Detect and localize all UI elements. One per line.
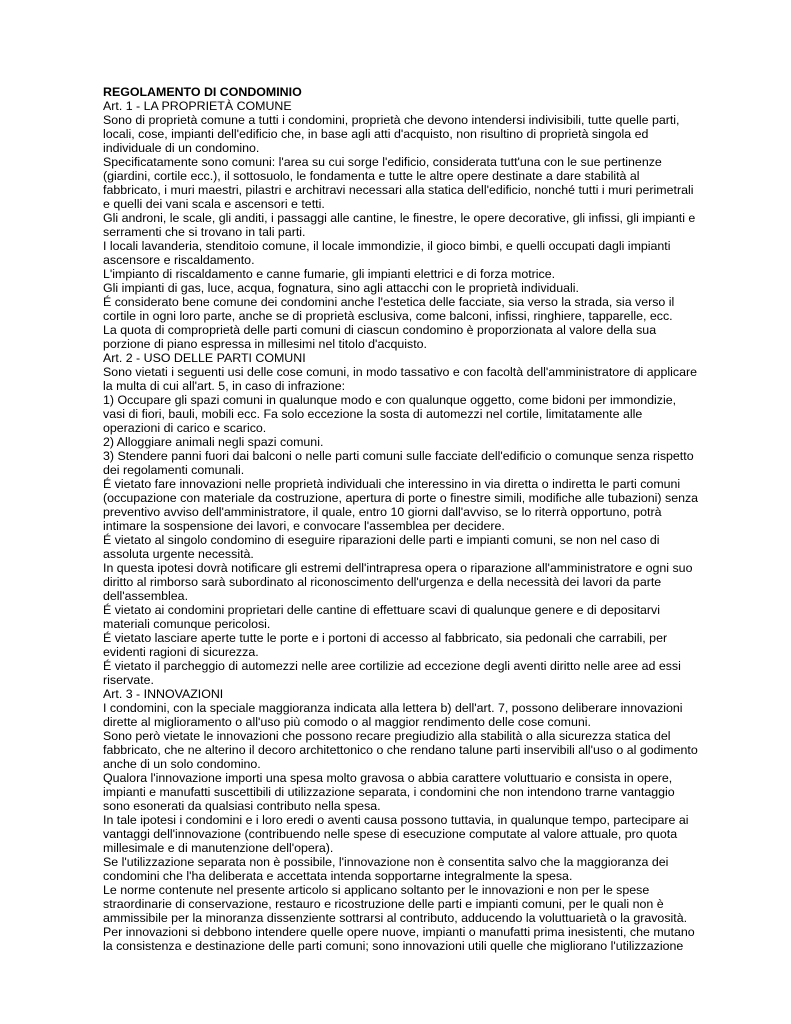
text-line: dirette al miglioramento o all'uso più comodo o al maggior rendimento delle cose comuni. bbox=[103, 715, 591, 729]
text-line: Specificatamente sono comuni: l'area su cui sorge l'edificio, considerata tutt'una con le sue pertinenze bbox=[103, 155, 662, 169]
text-line: La quota di comproprietà delle parti comuni di ciascun condomino è proporzionata al valore della sua bbox=[103, 323, 657, 337]
text-line: 2) Alloggiare animali negli spazi comuni. bbox=[103, 435, 324, 449]
text-line: sono esonerati da qualsiasi contributo nella spesa. bbox=[103, 799, 381, 813]
text-line: vantaggi dell'innovazione (contribuendo nelle spese di esecuzione computate al valore attuale, pro quota bbox=[103, 827, 678, 841]
text-line: preventivo avviso dell'amministratore, il quale, entro 10 giorni dall'avviso, se lo riterrà opportuno, potrà bbox=[103, 505, 662, 519]
text-line: anche di un solo condomino. bbox=[103, 757, 261, 771]
text-line: (giardini, cortile ecc.), il sottosuolo, le fondamenta e tutte le altre opere destinate a dare stabilità al bbox=[103, 169, 640, 183]
text-line: impianti e manufatti suscettibili di utilizzazione separata, i condomini che non intendono trarne vantaggio bbox=[103, 785, 675, 799]
text-line: É vietato ai condomini proprietari delle cantine di effettuare scavi di qualunque genere e di depositarvi bbox=[103, 603, 661, 617]
text-line: É vietato lasciare aperte tutte le porte e i portoni di accesso al fabbricato, sia pedonali che carrabili, per bbox=[103, 631, 668, 645]
text-line: Art. 1 - LA PROPRIETÀ COMUNE bbox=[103, 99, 292, 113]
text-line: assoluta urgente necessità. bbox=[103, 547, 254, 561]
text-line: ascensore e riscaldamento. bbox=[103, 253, 255, 267]
text-line: Art. 2 - USO DELLE PARTI COMUNI bbox=[103, 351, 306, 365]
text-line: É vietato il parcheggio di automezzi nelle aree cortilizie ad eccezione degli aventi diritto nelle aree ad essi bbox=[103, 659, 681, 673]
text-line: Sono però vietate le innovazioni che possono recare pregiudizio alla stabilità o alla sicurezza statica del bbox=[103, 729, 671, 743]
text-line: cortile in ogni loro parte, anche se di proprietà esclusiva, come balconi, infissi, ringhiere, tapparelle, ecc. bbox=[103, 309, 673, 323]
text-line: straordinarie di conservazione, restauro e ricostruzione delle parti e impianti comuni, per le quali non è bbox=[103, 897, 664, 911]
text-line: L'impianto di riscaldamento e canne fumarie, gli impianti elettrici e di forza motrice. bbox=[103, 267, 556, 281]
text-line: la consistenza e destinazione delle parti comuni; sono innovazioni utili quelle che migliorano l'utilizzazione bbox=[103, 939, 684, 953]
text-line: 1) Occupare gli spazi comuni in qualunque modo e con qualunque oggetto, come bidoni per immondizie, bbox=[103, 393, 677, 407]
text-line: diritto al rimborso sarà subordinato al riconoscimento dell'urgenza e della necessità dei lavori da parte bbox=[103, 575, 662, 589]
text-line: riservate. bbox=[103, 673, 154, 687]
text-line: dei regolamenti comunali. bbox=[103, 463, 245, 477]
text-line: É vietato al singolo condomino di eseguire riparazioni delle parti e impianti comuni, se non nel caso di bbox=[103, 533, 660, 547]
text-line: individuale di un condomino. bbox=[103, 141, 260, 155]
text-line: Se l'utilizzazione separata non è possibile, l'innovazione non è consentita salvo che la maggioranza dei bbox=[103, 855, 669, 869]
document-page bbox=[103, 85, 699, 953]
text-line: I locali lavanderia, stenditoio comune, il locale immondizie, il gioco bimbi, e quelli occupati dagli impianti bbox=[103, 239, 671, 253]
text-line: locali, cose, impianti dell'edificio che, in base agli atti d'acquisto, non risultino di proprietà singola ed bbox=[103, 127, 649, 141]
document-title: REGOLAMENTO DI CONDOMINIO bbox=[103, 85, 302, 99]
text-line: materiali comunque pericolosi. bbox=[103, 617, 271, 631]
text-line: la multa di cui all'art. 5, in caso di infrazione: bbox=[103, 379, 346, 393]
text-line: serramenti che si trovano in tali parti. bbox=[103, 225, 306, 239]
text-line: dell'assemblea. bbox=[103, 589, 189, 603]
text-line: vasi di fiori, bauli, mobili ecc. Fa solo eccezione la sosta di automezzi nel cortile, limitatamente alle bbox=[103, 407, 643, 421]
text-line: Qualora l'innovazione importi una spesa molto gravosa o abbia carattere voluttuario e consista in opere, bbox=[103, 771, 673, 785]
text-line: evidenti ragioni di sicurezza. bbox=[103, 645, 259, 659]
text-line: operazioni di carico e scarico. bbox=[103, 421, 267, 435]
text-line: In tale ipotesi i condomini e i loro eredi o aventi causa possono tuttavia, in qualunque tempo, partecipare ai bbox=[103, 813, 689, 827]
text-line: intimare la sospensione dei lavori, e convocare l'assemblea per decidere. bbox=[103, 519, 505, 533]
text-line: Gli androni, le scale, gli anditi, i passaggi alle cantine, le finestre, le opere decorative, gli infissi, gli impianti e bbox=[103, 211, 696, 225]
text-line: millesimale e di manutenzione dell'opera). bbox=[103, 841, 334, 855]
text-line: Per innovazioni si debbono intendere quelle opere nuove, impianti o manufatti prima inesistenti, che mutano bbox=[103, 925, 695, 939]
text-line: (occupazione con materiale da costruzione, apertura di porte o finestre simili, modifiche alle tubazioni) senza bbox=[103, 491, 699, 505]
text-line: e quelli dei vani scala e ascensori e tetti. bbox=[103, 197, 325, 211]
text-line: fabbricato, i muri maestri, pilastri e architravi necessari alla statica dell'edificio, nonché tutti i muri perimetrali bbox=[103, 183, 694, 197]
text-line: In questa ipotesi dovrà notificare gli estremi dell'intrapresa opera o riparazione all'amministratore e ogni suo bbox=[103, 561, 693, 575]
text-line: Le norme contenute nel presente articolo si applicano soltanto per le innovazioni e non per le spese bbox=[103, 883, 650, 897]
text-line: É vietato fare innovazioni nelle proprietà individuali che interessino in via diretta o indiretta le parti comuni bbox=[103, 477, 681, 491]
text-line: fabbricato, che ne alterino il decoro architettonico o che rendano talune parti inservibili all'uso o al godimento bbox=[103, 743, 698, 757]
text-line: 3) Stendere panni fuori dai balconi o nelle parti comuni sulle facciate dell'edificio o comunque senza rispetto bbox=[103, 449, 694, 463]
text-line: condomini che l'ha deliberata e accettata intenda sopportarne integralmente la spesa. bbox=[103, 869, 573, 883]
text-line: Sono vietati i seguenti usi delle cose comuni, in modo tassativo e con facoltà dell'amministratore di applicare bbox=[103, 365, 697, 379]
text-line: I condomini, con la speciale maggioranza indicata alla lettera b) dell'art. 7, possono deliberare innovazioni bbox=[103, 701, 683, 715]
text-line: É considerato bene comune dei condomini anche l'estetica delle facciate, sia verso la strada, sia verso il bbox=[103, 295, 675, 309]
text-line: Gli impianti di gas, luce, acqua, fognatura, sino agli attacchi con le proprietà individuali. bbox=[103, 281, 579, 295]
text-line: Sono di proprietà comune a tutti i condomini, proprietà che devono intendersi indivisibili, tutte quelle parti, bbox=[103, 113, 680, 127]
text-line: Art. 3 - INNOVAZIONI bbox=[103, 687, 224, 701]
document-body bbox=[103, 99, 699, 953]
text-line: porzione di piano espressa in millesimi nel titolo d'acquisto. bbox=[103, 337, 428, 351]
text-line: ammissibile per la minoranza dissenziente sottrarsi al contributo, adducendo la voluttuarietà o la gravosità. bbox=[103, 911, 688, 925]
